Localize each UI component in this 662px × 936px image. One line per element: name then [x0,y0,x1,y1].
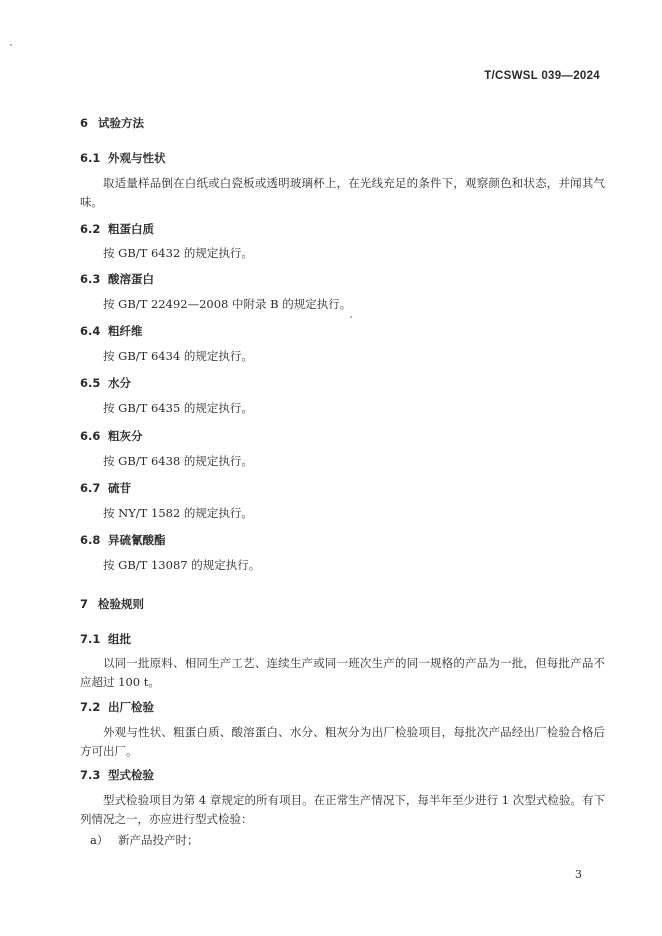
clause-heading-6-2: 6.2 粗蛋白质 [80,222,154,236]
clause-heading-7-1: 7.1 组批 [80,632,131,646]
clause-heading-7-2: 7.2 出厂检验 [80,700,154,714]
scan-speck [350,316,352,318]
clause-heading-6-8: 6.8 异硫氰酸酯 [80,533,166,547]
standard-code: T/CSWSL 039—2024 [484,70,600,82]
clause-text-6-5: 按 GB/T 6435 的规定执行。 [103,401,253,415]
clause-text-6-8: 按 GB/T 13087 的规定执行。 [103,558,261,572]
clause-heading-6-6: 6.6 粗灰分 [80,429,143,443]
clause-text-6-2: 按 GB/T 6432 的规定执行。 [103,246,253,260]
clause-text-7-2: 外观与性状、粗蛋白质、酸溶蛋白、水分、粗灰分为出厂检验项目，每批次产品经出厂检验合格后方可出厂。 [80,725,605,758]
clause-text-6-1: 取适量样品倒在白纸或白瓷板或透明玻璃杯上，在光线充足的条件下，观察颜色和状态，并闻其气味。 [80,176,605,209]
clause-text-7-1: 以同一批原料、相同生产工艺、连续生产或同一班次生产的同一规格的产品为一批，但每批产品不应超过 100 t。 [80,656,605,689]
clause-heading-6-7: 6.7 硫苷 [80,481,131,495]
scan-speck [10,44,12,46]
clause-text-7-3: 型式检验项目为第 4 章规定的所有项目。在正常生产情况下，每半年至少进行 1 次型式检验。有下列情况之一，亦应进行型式检验： [80,793,605,826]
clause-heading-6-3: 6.3 酸溶蛋白 [80,272,154,286]
clause-text-6-7: 按 NY/T 1582 的规定执行。 [103,506,253,520]
clause-text-6-4: 按 GB/T 6434 的规定执行。 [103,349,253,363]
section-heading-6: 6 试验方法 [80,116,144,130]
section-heading-7: 7 检验规则 [80,597,144,611]
page-number: 3 [575,868,582,881]
clause-heading-6-5: 6.5 水分 [80,376,131,390]
clause-heading-6-1: 6.1 外观与性状 [80,151,166,165]
clause-heading-7-3: 7.3 型式检验 [80,768,154,782]
clause-heading-6-4: 6.4 粗纤维 [80,324,143,338]
list-item-a: a） 新产品投产时； [90,833,199,847]
clause-text-6-6: 按 GB/T 6438 的规定执行。 [103,454,253,468]
clause-text-6-3: 按 GB/T 22492—2008 中附录 B 的规定执行。 [103,297,352,311]
